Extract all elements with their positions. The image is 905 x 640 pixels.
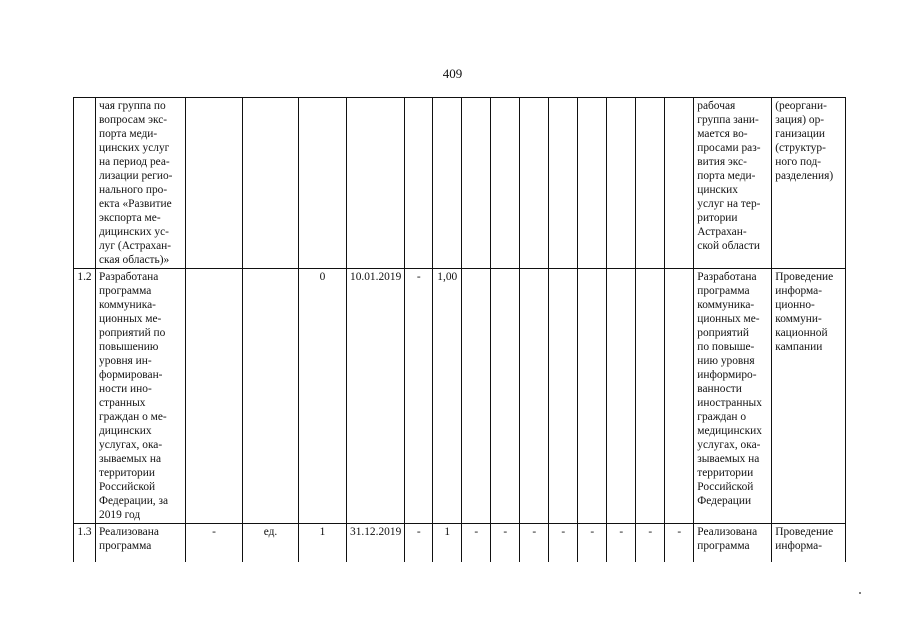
row-base-value: 1 [299,524,347,563]
row-unit [243,269,299,524]
table-row [74,269,846,524]
table-row [74,98,846,269]
scan-speck [859,592,861,594]
row-dash: - [405,524,433,563]
row-base-indicator: - [186,524,243,563]
row-date: 10.01.2019 [347,269,405,524]
row-year-value [636,269,665,524]
row-year-value [636,98,665,269]
row-name: чая группа по вопросам экс- порта меди- цинских услуг на период реа- лизации регио- нального про- екта «Развитие экспорта ме- дицинских ус- луг (Астрахан- ская область)» [96,98,186,269]
row-method: (реоргани- зация) ор- ганизации (структур- ного под- разделения) [772,98,846,269]
row-number: 1.3 [74,524,96,563]
row-year-value: - [665,524,694,563]
row-year-value: - [549,524,578,563]
row-unit [243,98,299,269]
row-year-value: - [578,524,607,563]
row-date: 31.12.2019 [347,524,405,563]
row-value: 1 [433,524,462,563]
indicators-table [73,97,846,562]
row-year-value: - [520,524,549,563]
row-year-value [462,98,491,269]
row-base-value [299,98,347,269]
row-number [74,98,96,269]
row-year-value [520,269,549,524]
row-year-value [491,269,520,524]
row-year-value [520,98,549,269]
row-unit: ед. [243,524,299,563]
row-result: рабочая группа зани- мается во- просами раз- вития экс- порта меди- цинских услуг на тер- ритории Астрахан- ской области [694,98,772,269]
row-date [347,98,405,269]
page-number: 409 [442,66,463,81]
row-year-value: - [491,524,520,563]
row-base-value: 0 [299,269,347,524]
row-year-value [491,98,520,269]
row-value [433,98,462,269]
row-value: 1,00 [433,269,462,524]
row-dash [405,98,433,269]
row-method: Проведение информа- [772,524,846,563]
row-year-value [549,269,578,524]
row-year-value [462,269,491,524]
row-year-value [607,98,636,269]
row-year-value: - [462,524,491,563]
row-year-value [578,269,607,524]
row-year-value [607,269,636,524]
row-year-value [665,269,694,524]
row-year-value [665,98,694,269]
row-year-value: - [636,524,665,563]
row-number: 1.2 [74,269,96,524]
row-base-indicator [186,269,243,524]
row-result: Реализована программа [694,524,772,563]
table-row [74,524,846,563]
row-year-value [578,98,607,269]
row-year-value [549,98,578,269]
row-base-indicator [186,98,243,269]
row-method: Проведение информа- ционно- коммуни- кационной кампании [772,269,846,524]
row-result: Разработана программа коммуника- ционных ме- роприятий по повыше- нию уровня информиро- ванности иностранных граждан о медицинских услугах, ока- зываемых на территории Российской Федерации [694,269,772,524]
row-name: Реализована программа [96,524,186,563]
row-name: Разработана программа коммуника- ционных ме- роприятий по повышению уровня ин- формирован- ности ино- странных граждан о ме- дицинских услугах, ока- зываемых на территории Российской Федерации, за 2019 год [96,269,186,524]
row-year-value: - [607,524,636,563]
row-dash: - [405,269,433,524]
